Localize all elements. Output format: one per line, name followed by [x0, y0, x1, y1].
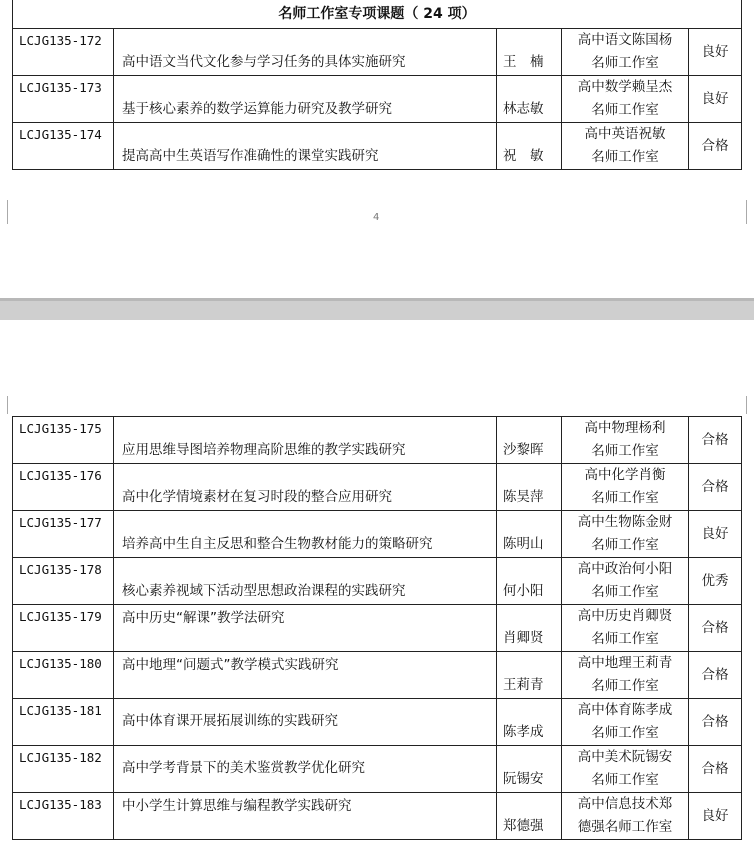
table-row: [13, 605, 742, 652]
project-leader: 何小阳: [497, 558, 562, 605]
table-row: [13, 699, 742, 746]
project-leader: 郑德强: [497, 793, 562, 840]
project-leader: 林志敏: [497, 75, 562, 122]
page-corner-mark: [0, 200, 8, 224]
grade: 合格: [689, 652, 742, 699]
project-title: 高中语文当代文化参与学习任务的具体实施研究: [114, 28, 497, 75]
project-leader: 祝 敏: [497, 122, 562, 169]
project-title: 高中历史“解课”教学法研究: [114, 605, 497, 652]
table-row: [13, 75, 742, 122]
studio-name: 高中化学肖衡 名师工作室: [562, 464, 689, 511]
grade: 良好: [689, 793, 742, 840]
project-code: LCJG135-172: [13, 28, 114, 75]
project-table-page-1: [12, 0, 742, 170]
studio-name: 高中英语祝敏 名师工作室: [562, 122, 689, 169]
project-title: 基于核心素养的数学运算能力研究及教学研究: [114, 75, 497, 122]
document-page-1: [0, 0, 754, 298]
table-row: [13, 746, 742, 793]
project-leader: 王 楠: [497, 28, 562, 75]
studio-name: 高中生物陈金财 名师工作室: [562, 511, 689, 558]
project-code: LCJG135-178: [13, 558, 114, 605]
section-heading-row: [13, 0, 742, 28]
table-row: [13, 28, 742, 75]
grade: 优秀: [689, 558, 742, 605]
project-leader: 肖卿贤: [497, 605, 562, 652]
grade: 合格: [689, 746, 742, 793]
project-title: 高中地理“问题式”教学模式实践研究: [114, 652, 497, 699]
grade: 良好: [689, 28, 742, 75]
project-leader: 陈昊萍: [497, 464, 562, 511]
project-title: 培养高中生自主反思和整合生物教材能力的策略研究: [114, 511, 497, 558]
project-title: 高中体育课开展拓展训练的实践研究: [114, 699, 497, 746]
project-table-page-2: [12, 416, 742, 840]
project-code: LCJG135-180: [13, 652, 114, 699]
project-code: LCJG135-174: [13, 122, 114, 169]
table-row: [13, 122, 742, 169]
project-code: LCJG135-179: [13, 605, 114, 652]
project-leader: 沙黎晖: [497, 417, 562, 464]
studio-name: 高中政治何小阳 名师工作室: [562, 558, 689, 605]
project-code: LCJG135-183: [13, 793, 114, 840]
project-code: LCJG135-173: [13, 75, 114, 122]
studio-name: 高中数学赖呈杰 名师工作室: [562, 75, 689, 122]
project-leader: 陈孝成: [497, 699, 562, 746]
page-gap: [0, 298, 754, 320]
grade: 良好: [689, 75, 742, 122]
studio-name: 高中物理杨利 名师工作室: [562, 417, 689, 464]
table-row: [13, 417, 742, 464]
grade: 合格: [689, 417, 742, 464]
project-code: LCJG135-175: [13, 417, 114, 464]
page-number: 4: [373, 212, 380, 223]
project-code: LCJG135-181: [13, 699, 114, 746]
grade: 合格: [689, 122, 742, 169]
project-title: 中小学生计算思维与编程教学实践研究: [114, 793, 497, 840]
project-leader: 阮锡安: [497, 746, 562, 793]
table-row: [13, 652, 742, 699]
project-code: LCJG135-182: [13, 746, 114, 793]
section-heading: 名师工作室专项课题（ 24 项）: [13, 0, 742, 28]
studio-name: 高中美术阮锡安 名师工作室: [562, 746, 689, 793]
grade: 合格: [689, 464, 742, 511]
studio-name: 高中信息技术郑 德强名师工作室: [562, 793, 689, 840]
studio-name: 高中地理王莉青 名师工作室: [562, 652, 689, 699]
page-corner-mark: [746, 200, 754, 224]
project-leader: 王莉青: [497, 652, 562, 699]
project-leader: 陈明山: [497, 511, 562, 558]
project-code: LCJG135-176: [13, 464, 114, 511]
grade: 合格: [689, 699, 742, 746]
studio-name: 高中语文陈国杨 名师工作室: [562, 28, 689, 75]
grade: 良好: [689, 511, 742, 558]
project-code: LCJG135-177: [13, 511, 114, 558]
table-row: [13, 511, 742, 558]
studio-name: 高中历史肖卿贤 名师工作室: [562, 605, 689, 652]
studio-name: 高中体育陈孝成 名师工作室: [562, 699, 689, 746]
page-corner-mark: [746, 396, 754, 414]
table-row: [13, 793, 742, 840]
table-row: [13, 464, 742, 511]
grade: 合格: [689, 605, 742, 652]
project-title: 核心素养视域下活动型思想政治课程的实践研究: [114, 558, 497, 605]
page-corner-mark: [0, 396, 8, 414]
project-title: 提高高中生英语写作准确性的课堂实践研究: [114, 122, 497, 169]
project-title: 高中化学情境素材在复习时段的整合应用研究: [114, 464, 497, 511]
project-title: 应用思维导图培养物理高阶思维的教学实践研究: [114, 417, 497, 464]
project-title: 高中学考背景下的美术鉴赏教学优化研究: [114, 746, 497, 793]
table-row: [13, 558, 742, 605]
document-page-2: [0, 320, 754, 841]
